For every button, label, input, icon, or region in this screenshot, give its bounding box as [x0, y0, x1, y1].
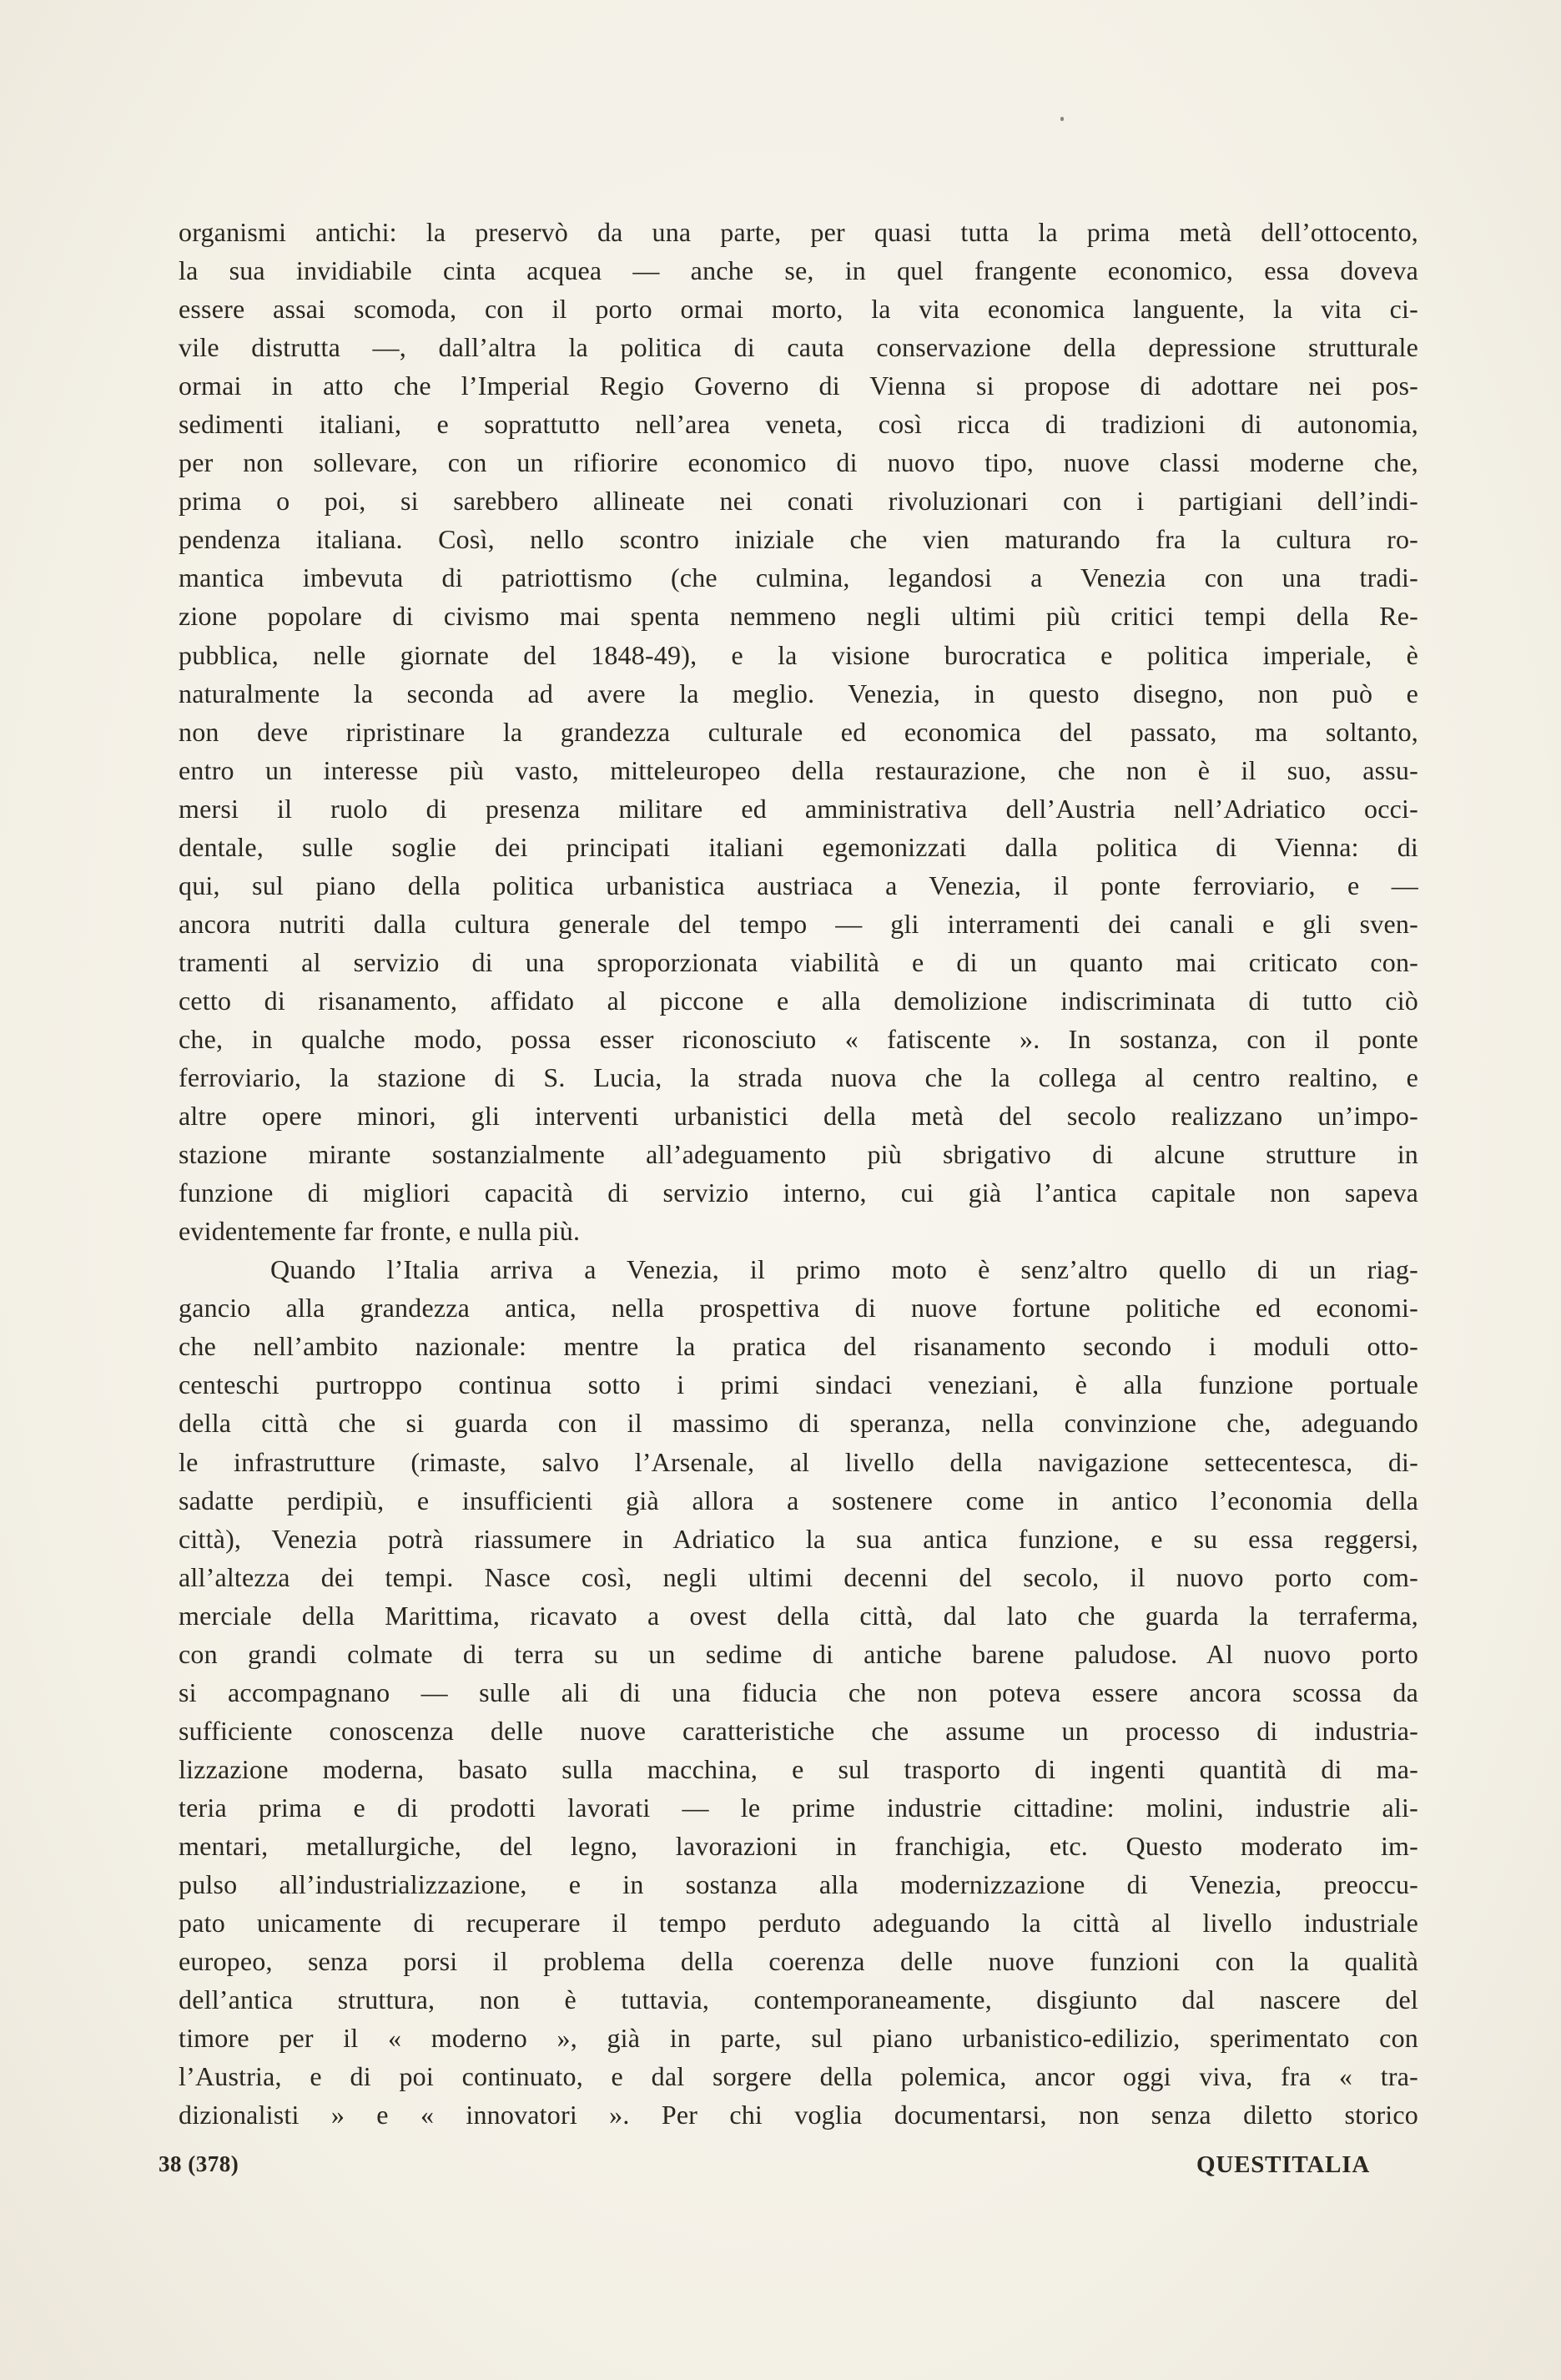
text-line: zione popolare di civismo mai spenta nemmeno negli ultimi più critici tempi della Re- [179, 601, 1418, 632]
text-line: qui, sul piano della politica urbanistica austriaca a Venezia, il ponte ferroviario, e — [179, 870, 1418, 900]
text-line: per non sollevare, con un rifiorire economico di nuovo tipo, nuove classi moderne che, [179, 447, 1418, 478]
text-line: l’Austria, e di poi continuato, e dal sorgere della polemica, ancor oggi viva, fra « tra- [179, 2061, 1418, 2092]
text-line: città), Venezia potrà riassumere in Adriatico la sua antica funzione, e su essa reggersi, [179, 1523, 1418, 1554]
text-line: all’altezza dei tempi. Nasce così, negli ultimi decenni del secolo, il nuovo porto com- [179, 1561, 1418, 1592]
text-line: timore per il « moderno », già in parte, sul piano urbanistico-edilizio, sperimentato con [179, 2023, 1418, 2054]
text-line: mersi il ruolo di presenza militare ed amministrativa dell’Austria nell’Adriatico occi- [179, 793, 1418, 824]
text-line: tramenti al servizio di una sproporzionata viabilità e di un quanto mai criticato con- [179, 946, 1418, 977]
text-line: dizionalisti » e « innovatori ». Per chi voglia documentarsi, non senza diletto storico [179, 2100, 1418, 2130]
text-line: altre opere minori, gli interventi urbanistici della metà del secolo realizzano un’impo- [179, 1101, 1418, 1132]
text-line: ancora nutriti dalla cultura generale del tempo — gli interramenti dei canali e gli sven- [179, 908, 1418, 939]
text-line: entro un interesse più vasto, mitteleuropeo della restaurazione, che non è il suo, assu- [179, 754, 1418, 785]
text-line: vile distrutta —, dall’altra la politica di cauta conservazione della depressione strutturale [179, 332, 1418, 363]
paragraph-first-line: Quando l’Italia arriva a Venezia, il primo moto è senz’altro quello di un riag- [270, 1254, 1418, 1285]
text-line: si accompagnano — sulle ali di una fiducia che non poteva essere ancora scossa da [179, 1677, 1418, 1707]
text-line: mentari, metallurgiche, del legno, lavorazioni in franchigia, etc. Questo moderato im- [179, 1830, 1418, 1861]
text-line: che, in qualche modo, possa esser riconosciuto « fatiscente ». In sostanza, con il ponte [179, 1023, 1418, 1054]
text-line: dell’antica struttura, non è tuttavia, contemporaneamente, disgiunto dal nascere del [179, 1984, 1418, 2015]
text-line: della città che si guarda con il massimo di speranza, nella convinzione che, adeguando [179, 1408, 1418, 1439]
text-line: stazione mirante sostanzialmente all’adeguamento più sbrigativo di alcune strutture in [179, 1139, 1418, 1170]
text-line: essere assai scomoda, con il porto ormai morto, la vita economica languente, la vita ci- [179, 294, 1418, 325]
text-line: non deve ripristinare la grandezza culturale ed economica del passato, ma soltanto, [179, 716, 1418, 747]
text-line: pubblica, nelle giornate del 1848-49), e la visione burocratica e politica imperiale, è [179, 639, 1418, 670]
text-line: le infrastrutture (rimaste, salvo l’Arsenale, al livello della navigazione settecentesca, di- [179, 1446, 1418, 1477]
text-line: centeschi purtroppo continua sotto i primi sindaci veneziani, è alla funzione portuale [179, 1369, 1418, 1400]
text-line: lizzazione moderna, basato sulla macchina, e sul trasporto di ingenti quantità di ma- [179, 1753, 1418, 1784]
paragraph-last-line: evidentemente far fronte, e nulla più. [179, 1216, 581, 1247]
text-line: gancio alla grandezza antica, nella prospettiva di nuove fortune politiche ed economi- [179, 1293, 1418, 1324]
text-line: organismi antichi: la preservò da una parte, per quasi tutta la prima metà dell’ottocento, [179, 217, 1418, 247]
journal-title: QUESTITALIA [1196, 2151, 1371, 2178]
text-line: con grandi colmate di terra su un sedime di antiche barene paludose. Al nuovo porto [179, 1638, 1418, 1669]
text-line: prima o poi, si sarebbero allineate nei conati rivoluzionari con i partigiani dell’indi- [179, 486, 1418, 517]
text-line: ferroviario, la stazione di S. Lucia, la strada nuova che la collega al centro realtino, e [179, 1062, 1418, 1093]
text-line: cetto di risanamento, affidato al piccone e alla demolizione indiscriminata di tutto ciò [179, 985, 1418, 1016]
page-number: 38 (378) [159, 2151, 239, 2176]
text-line: dentale, sulle soglie dei principati italiani egemonizzati dalla politica di Vienna: di [179, 831, 1418, 862]
text-line: pulso all’industrializzazione, e in sostanza alla modernizzazione di Venezia, preoccu- [179, 1869, 1418, 1900]
text-line: la sua invidiabile cinta acquea — anche se, in quel frangente economico, essa doveva [179, 255, 1418, 286]
text-line: naturalmente la seconda ad avere la meglio. Venezia, in questo disegno, non può e [179, 678, 1418, 708]
text-line: che nell’ambito nazionale: mentre la pratica del risanamento secondo i moduli otto- [179, 1331, 1418, 1362]
text-line: ormai in atto che l’Imperial Regio Governo di Vienna si propose di adottare nei pos- [179, 371, 1418, 401]
text-line: merciale della Marittima, ricavato a ovest della città, dal lato che guarda la terraferma, [179, 1600, 1418, 1631]
page-footer [0, 2151, 1561, 2193]
text-line: pato unicamente di recuperare il tempo perduto adeguando la città al livello industriale [179, 1908, 1418, 1939]
text-line: mantica imbevuta di patriottismo (che culmina, legandosi a Venezia con una tradi- [179, 562, 1418, 593]
text-line: sedimenti italiani, e soprattutto nell’area veneta, così ricca di tradizioni di autonomia, [179, 409, 1418, 440]
paper-speck [1060, 117, 1064, 121]
text-line: teria prima e di prodotti lavorati — le prime industrie cittadine: molini, industrie ali- [179, 1792, 1418, 1823]
text-line: funzione di migliori capacità di servizio interno, cui già l’antica capitale non sapeva [179, 1177, 1418, 1208]
text-line: sufficiente conoscenza delle nuove caratteristiche che assume un processo di industria- [179, 1715, 1418, 1746]
text-line: europeo, senza porsi il problema della coerenza delle nuove funzioni con la qualità [179, 1946, 1418, 1977]
text-line: sadatte perdipiù, e insufficienti già allora a sostenere come in antico l’economia della [179, 1485, 1418, 1515]
body-text [179, 213, 1418, 2134]
text-line: pendenza italiana. Così, nello scontro iniziale che vien maturando fra la cultura ro- [179, 524, 1418, 555]
